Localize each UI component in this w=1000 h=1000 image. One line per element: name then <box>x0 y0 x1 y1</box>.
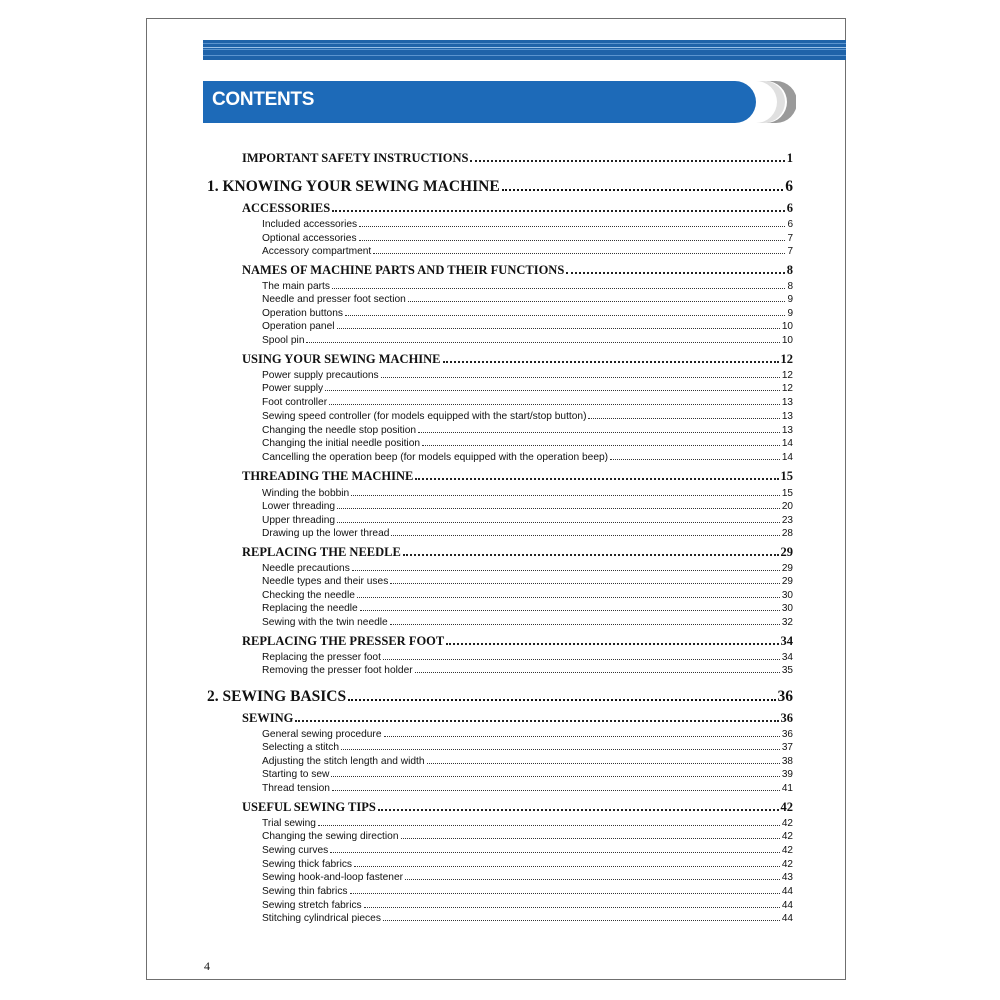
toc-entry-page: 34 <box>780 634 793 648</box>
toc-entry-title: NAMES OF MACHINE PARTS AND THEIR FUNCTIONS <box>242 263 565 277</box>
toc-entry-page: 15 <box>780 469 793 483</box>
toc-entry-page: 10 <box>781 321 793 332</box>
toc-entry[interactable] <box>262 244 793 257</box>
toc-entry-page: 44 <box>781 900 793 911</box>
toc-entry[interactable] <box>242 633 793 649</box>
dot-leader <box>415 671 780 673</box>
toc-entry-page: 38 <box>781 756 793 767</box>
toc-entry-page: 12 <box>781 383 793 394</box>
toc-entry-page: 44 <box>781 886 793 897</box>
toc-entry-title: Upper threading <box>262 515 336 526</box>
dot-leader <box>391 534 779 536</box>
toc-entry-page: 6 <box>785 178 793 195</box>
dot-leader <box>364 906 780 908</box>
toc-entry-title: SEWING <box>242 711 294 725</box>
toc-entry-title: Sewing hook-and-loop fastener <box>262 872 404 883</box>
toc-entry-page: 7 <box>787 233 793 244</box>
toc-entry-title: Sewing stretch fabrics <box>262 900 362 911</box>
toc-entry[interactable] <box>262 561 793 574</box>
dot-leader <box>610 458 780 460</box>
toc-entry[interactable] <box>262 368 793 381</box>
toc-entry-page: 14 <box>781 452 793 463</box>
toc-entry[interactable] <box>262 279 793 292</box>
dot-leader <box>337 521 780 523</box>
dot-leader <box>470 159 784 162</box>
toc-entry-title: Needle and presser foot section <box>262 294 406 305</box>
dot-leader <box>390 582 780 584</box>
toc-entry-title: REPLACING THE PRESSER FOOT <box>242 634 445 648</box>
dot-leader <box>390 623 780 625</box>
toc-entry-title: Changing the sewing direction <box>262 831 399 842</box>
toc-entry-title: Removing the presser foot holder <box>262 665 413 676</box>
toc-entry[interactable] <box>207 176 793 196</box>
dot-leader <box>331 775 779 777</box>
toc-entry-title: Spool pin <box>262 335 305 346</box>
toc-entry[interactable] <box>262 513 793 526</box>
toc-entry-page: 29 <box>780 545 793 559</box>
toc-entry-page: 14 <box>781 438 793 449</box>
dot-leader <box>422 444 780 446</box>
page-title: CONTENTS <box>212 89 315 110</box>
toc-entry[interactable] <box>262 231 793 244</box>
dot-leader <box>408 300 786 302</box>
toc-entry[interactable] <box>262 911 793 924</box>
toc-entry-page: 29 <box>781 563 793 574</box>
toc-entry-title: Foot controller <box>262 397 328 408</box>
toc-entry-page: 42 <box>781 859 793 870</box>
toc-entry-title: Lower threading <box>262 501 336 512</box>
toc-entry-title: Sewing thin fabrics <box>262 886 348 897</box>
dot-leader <box>383 658 780 660</box>
toc-entry-page: 6 <box>786 201 793 215</box>
toc-entry[interactable] <box>242 150 793 166</box>
toc-entry-page: 12 <box>781 370 793 381</box>
dot-leader <box>318 824 780 826</box>
toc-entry[interactable] <box>262 423 793 436</box>
toc-entry-title: Winding the bobbin <box>262 488 350 499</box>
toc-entry-title: Stitching cylindrical pieces <box>262 913 381 924</box>
toc-entry-page: 32 <box>781 617 793 628</box>
dot-leader <box>405 878 780 880</box>
toc-entry[interactable] <box>262 499 793 512</box>
toc-entry-title: Operation panel <box>262 321 335 332</box>
toc-entry-title: Changing the needle stop position <box>262 425 417 436</box>
toc-entry[interactable] <box>262 727 793 740</box>
dot-leader <box>332 789 780 791</box>
toc-entry-page: 13 <box>781 397 793 408</box>
toc-entry-title: Included accessories <box>262 219 358 230</box>
toc-entry-page: 8 <box>787 281 793 292</box>
toc-entry[interactable] <box>242 799 793 815</box>
toc-entry[interactable] <box>262 395 793 408</box>
toc-entry-page: 9 <box>787 308 793 319</box>
toc-entry[interactable] <box>262 319 793 332</box>
toc-entry[interactable] <box>207 686 793 706</box>
toc-entry-page: 23 <box>781 515 793 526</box>
toc-entry[interactable] <box>262 601 793 614</box>
dot-leader <box>401 837 780 839</box>
toc-entry[interactable] <box>242 544 793 560</box>
toc-entry-page: 15 <box>781 488 793 499</box>
toc-entry[interactable] <box>242 468 793 484</box>
page-number: 4 <box>204 959 210 973</box>
toc-entry-page: 6 <box>787 219 793 230</box>
toc-entry-page: 34 <box>781 652 793 663</box>
toc-entry-page: 10 <box>781 335 793 346</box>
toc-entry[interactable] <box>242 262 793 278</box>
toc-entry-page: 13 <box>781 425 793 436</box>
dot-leader <box>443 360 779 363</box>
toc-entry-page: 28 <box>781 528 793 539</box>
toc-entry-title: Needle types and their uses <box>262 576 389 587</box>
toc-entry-title: Accessory compartment <box>262 246 372 257</box>
toc-entry-page: 42 <box>781 818 793 829</box>
toc-entry-title: Thread tension <box>262 783 330 794</box>
toc-entry-title: Drawing up the lower thread <box>262 528 390 539</box>
toc-entry-page: 41 <box>781 783 793 794</box>
toc-entry-title: Optional accessories <box>262 233 357 244</box>
toc-entry[interactable] <box>262 740 793 753</box>
dot-leader <box>351 494 780 496</box>
toc-entry-title: Needle precautions <box>262 563 350 574</box>
dot-leader <box>330 851 780 853</box>
toc-entry[interactable] <box>262 409 793 422</box>
dot-leader <box>359 239 786 241</box>
dot-leader <box>350 892 780 894</box>
toc-entry-title: Sewing speed controller (for models equipped with the start/stop button) <box>262 411 587 422</box>
toc-entry-title: USING YOUR SEWING MACHINE <box>242 352 441 366</box>
dot-leader <box>306 341 779 343</box>
toc-entry[interactable] <box>262 486 793 499</box>
toc-entry-title: 2. SEWING BASICS <box>207 688 347 705</box>
toc-entry[interactable] <box>262 588 793 601</box>
dot-leader <box>502 188 784 191</box>
toc-entry-page: 42 <box>781 831 793 842</box>
toc-entry-page: 12 <box>780 352 793 366</box>
toc-entry-title: THREADING THE MACHINE <box>242 469 414 483</box>
toc-entry-title: Adjusting the stitch length and width <box>262 756 425 767</box>
toc-entry[interactable] <box>262 754 793 767</box>
dot-leader <box>418 431 780 433</box>
toc-entry-title: ACCESSORIES <box>242 201 331 215</box>
dot-leader <box>329 403 780 405</box>
toc-entry[interactable] <box>242 351 793 367</box>
toc-entry[interactable] <box>262 333 793 346</box>
toc-entry-page: 13 <box>781 411 793 422</box>
toc-entry-page: 36 <box>781 729 793 740</box>
toc-entry-title: Starting to sew <box>262 769 330 780</box>
toc-entry-page: 44 <box>781 913 793 924</box>
toc-entry-title: Sewing thick fabrics <box>262 859 353 870</box>
toc-entry-page: 20 <box>781 501 793 512</box>
dot-leader <box>415 477 778 480</box>
toc-entry-title: Selecting a stitch <box>262 742 340 753</box>
toc-entry[interactable] <box>262 450 793 463</box>
toc-entry-title: IMPORTANT SAFETY INSTRUCTIONS <box>242 151 469 165</box>
toc-entry[interactable] <box>262 574 793 587</box>
toc-entry[interactable] <box>262 663 793 676</box>
dot-leader <box>446 642 778 645</box>
toc-entry-page: 43 <box>781 872 793 883</box>
toc-entry-page: 30 <box>781 603 793 614</box>
toc-entry[interactable] <box>262 436 793 449</box>
toc-entry-title: Sewing curves <box>262 845 329 856</box>
toc-entry-page: 42 <box>781 845 793 856</box>
toc-entry-title: Power supply precautions <box>262 370 379 381</box>
toc-entry-page: 9 <box>787 294 793 305</box>
toc-entry-title: Cancelling the operation beep (for models equipped with the operation beep) <box>262 452 609 463</box>
dot-leader <box>352 569 780 571</box>
toc-entry-page: 1 <box>786 151 793 165</box>
toc-entry-title: General sewing procedure <box>262 729 382 740</box>
dot-leader <box>360 609 780 611</box>
toc-entry[interactable] <box>262 381 793 394</box>
dot-leader <box>348 698 775 701</box>
dot-leader <box>378 808 779 811</box>
toc-entry[interactable] <box>262 526 793 539</box>
dot-leader <box>337 507 780 509</box>
toc-entry-title: The main parts <box>262 281 330 292</box>
toc-entry[interactable] <box>242 200 793 216</box>
toc-entry-page: 8 <box>786 263 793 277</box>
toc-entry[interactable] <box>262 870 793 883</box>
toc-entry[interactable] <box>262 884 793 897</box>
dot-leader <box>295 719 778 722</box>
toc-entry-title: USEFUL SEWING TIPS <box>242 800 376 814</box>
toc-entry-title: Trial sewing <box>262 818 316 829</box>
dot-leader <box>383 919 780 921</box>
toc-entry-title: Sewing with the twin needle <box>262 617 388 628</box>
toc-entry[interactable] <box>262 829 793 842</box>
toc-entry-title: Replacing the presser foot <box>262 652 381 663</box>
toc-entry-page: 37 <box>781 742 793 753</box>
dot-leader <box>373 252 785 254</box>
dot-leader <box>357 596 780 598</box>
toc-entry[interactable] <box>262 292 793 305</box>
dot-leader <box>341 748 780 750</box>
toc-entry[interactable] <box>262 781 793 794</box>
dot-leader <box>384 735 780 737</box>
toc-entry[interactable] <box>262 898 793 911</box>
dot-leader <box>337 327 780 329</box>
toc-entry[interactable] <box>262 217 793 230</box>
toc-entry-page: 42 <box>780 800 793 814</box>
dot-leader <box>354 865 780 867</box>
toc-entry[interactable] <box>262 615 793 628</box>
toc-entry[interactable] <box>262 767 793 780</box>
toc-entry-page: 36 <box>777 688 793 705</box>
toc-entry-page: 29 <box>781 576 793 587</box>
toc-entry[interactable] <box>262 857 793 870</box>
dot-leader <box>403 553 779 556</box>
toc-entry[interactable] <box>262 306 793 319</box>
toc-entry[interactable] <box>242 710 793 726</box>
dot-leader <box>588 417 779 419</box>
toc-entry-page: 30 <box>781 590 793 601</box>
toc-entry[interactable] <box>262 816 793 829</box>
toc-entry[interactable] <box>262 650 793 663</box>
toc-entry-title: Replacing the needle <box>262 603 358 614</box>
toc-entry-page: 39 <box>781 769 793 780</box>
dot-leader <box>332 287 785 289</box>
dot-leader <box>359 225 785 227</box>
toc-entry-title: Operation buttons <box>262 308 343 319</box>
toc-entry-page: 36 <box>780 711 793 725</box>
toc-entry-title: Power supply <box>262 383 324 394</box>
toc-entry-title: Changing the initial needle position <box>262 438 421 449</box>
dot-leader <box>332 209 785 212</box>
dot-leader <box>325 389 780 391</box>
dot-leader <box>566 271 784 274</box>
dot-leader <box>345 314 785 316</box>
toc-entry-title: Checking the needle <box>262 590 355 601</box>
dot-leader <box>427 762 780 764</box>
toc-entry[interactable] <box>262 843 793 856</box>
toc-entry-page: 35 <box>781 665 793 676</box>
toc-entry-title: REPLACING THE NEEDLE <box>242 545 401 559</box>
dot-leader <box>381 376 780 378</box>
toc-entry-title: 1. KNOWING YOUR SEWING MACHINE <box>207 178 500 195</box>
toc-entry-page: 7 <box>787 246 793 257</box>
